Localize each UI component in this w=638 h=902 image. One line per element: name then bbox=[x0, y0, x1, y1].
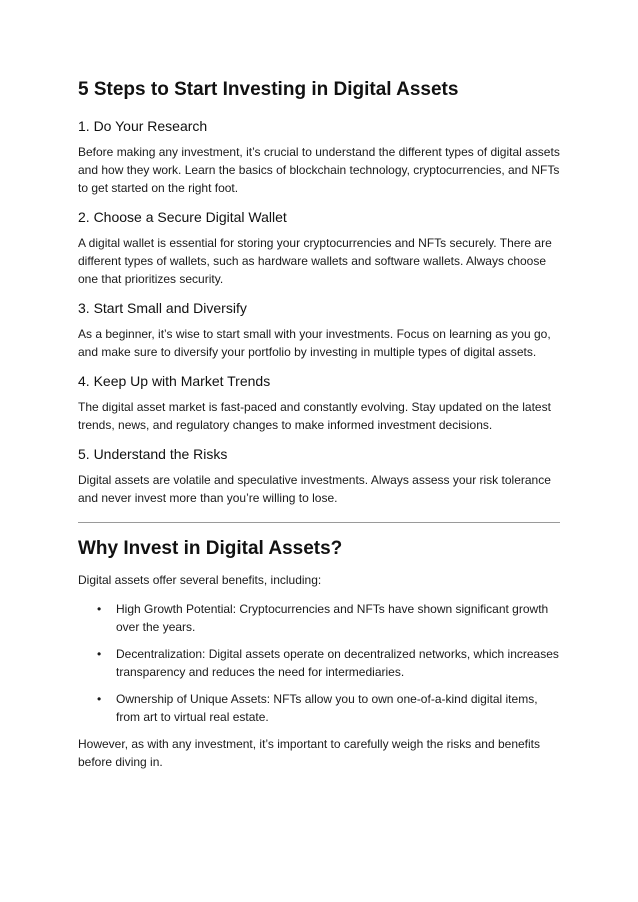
step-heading: 2. Choose a Secure Digital Wallet bbox=[78, 209, 287, 225]
why-invest-section bbox=[78, 537, 560, 771]
step-heading: 4. Keep Up with Market Trends bbox=[78, 373, 271, 389]
bullet-icon: • bbox=[97, 602, 102, 616]
step-section-2 bbox=[78, 208, 560, 288]
benefits-list bbox=[78, 600, 560, 726]
step-body: Digital assets are volatile and speculative investments. Always assess your risk tolerance and never invest more than you’re willing to lose. bbox=[78, 473, 551, 505]
list-item-text: Decentralization: Digital assets operate on decentralized networks, which increases transparency and reduces the need for intermediaries. bbox=[116, 647, 559, 679]
step-body: Before making any investment, it’s crucial to understand the different types of digital assets and how they work. Learn the basics of blockchain technology, cryptocurrencies, and NFTs to get started on the right foot. bbox=[78, 145, 560, 195]
step-section-4 bbox=[78, 372, 560, 434]
step-heading: 3. Start Small and Diversify bbox=[78, 300, 247, 316]
step-body: As a beginner, it’s wise to start small with your investments. Focus on learning as you go, and make sure to diversify your portfolio by investing in multiple types of digital assets. bbox=[78, 327, 551, 359]
step-section-3 bbox=[78, 299, 560, 361]
list-item-text: Ownership of Unique Assets: NFTs allow you to own one-of-a-kind digital items, from art to virtual real estate. bbox=[116, 692, 538, 724]
list-item bbox=[97, 600, 560, 636]
why-closing: However, as with any investment, it’s important to carefully weigh the risks and benefits before diving in. bbox=[78, 737, 540, 769]
list-item bbox=[97, 645, 560, 681]
why-intro: Digital assets offer several benefits, including: bbox=[78, 573, 322, 587]
step-section-1 bbox=[78, 117, 560, 197]
step-body: A digital wallet is essential for storing your cryptocurrencies and NFTs securely. There are different types of wallets, such as hardware wallets and software wallets. Always choose one that prioritizes security. bbox=[78, 236, 552, 286]
section-divider bbox=[78, 522, 560, 523]
step-heading: 1. Do Your Research bbox=[78, 118, 208, 134]
bullet-icon: • bbox=[97, 647, 102, 661]
step-section-5 bbox=[78, 445, 560, 507]
bullet-icon: • bbox=[97, 692, 102, 706]
list-item bbox=[97, 690, 560, 726]
step-heading: 5. Understand the Risks bbox=[78, 446, 228, 462]
why-heading: Why Invest in Digital Assets? bbox=[78, 538, 343, 559]
page-title: 5 Steps to Start Investing in Digital Assets bbox=[78, 79, 459, 100]
step-body: The digital asset market is fast-paced and constantly evolving. Stay updated on the latest trends, news, and regulatory changes to make informed investment decisions. bbox=[78, 400, 551, 432]
list-item-text: High Growth Potential: Cryptocurrencies and NFTs have shown significant growth over the years. bbox=[116, 602, 549, 634]
